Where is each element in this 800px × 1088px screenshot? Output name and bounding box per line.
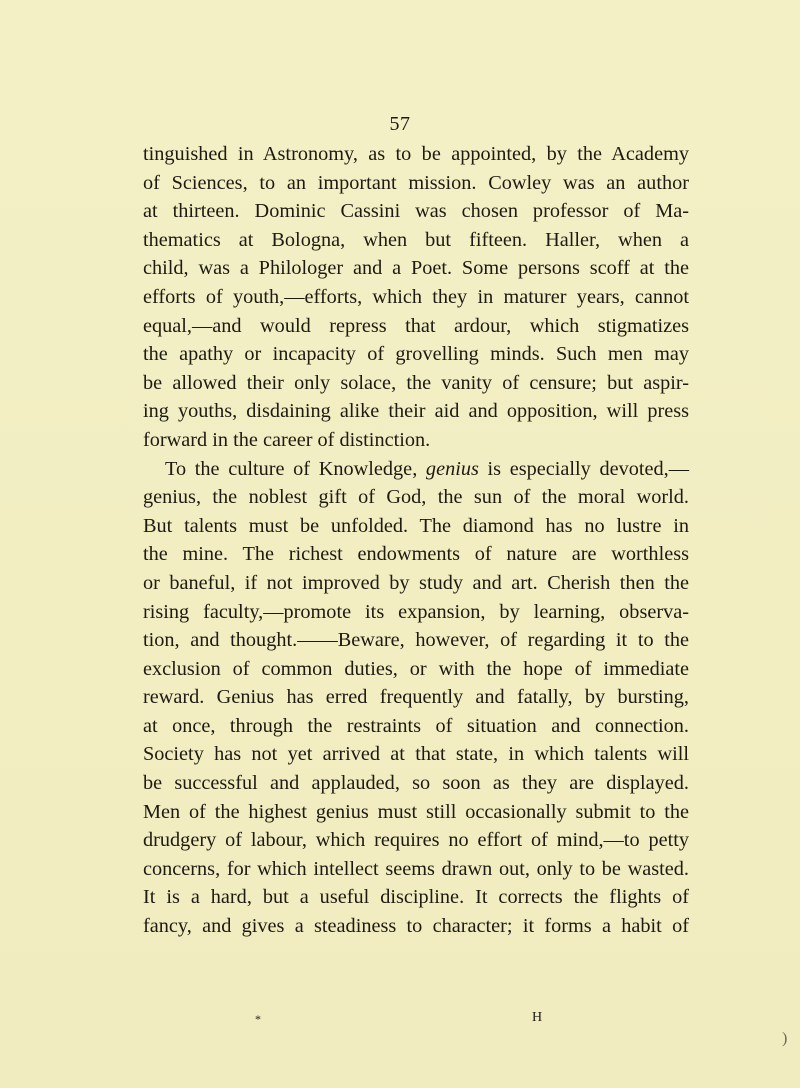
text-line: be allowed their only solace, the vanity of censure; but aspir- (143, 371, 689, 394)
text-line: be successful and applauded, so soon as they are displayed. (143, 772, 689, 795)
body-text (143, 140, 689, 941)
text-line: tinguished in Astronomy, as to be appointed, by the Academy (143, 143, 689, 165)
text-line: Society has not yet arrived at that state, in which talents will (143, 743, 689, 766)
text-line: drudgery of labour, which requires no effort of mind,—to petty (143, 829, 689, 852)
text-line: exclusion of common duties, or with the hope of immediate (143, 657, 689, 680)
text-line: or baneful, if not improved by study and art. Cherish then the (143, 571, 689, 594)
text-line: thematics at Bologna, when but fifteen. Haller, when a (143, 228, 689, 251)
signature-row (250, 1012, 590, 1032)
text-line: child, was a Philologer and a Poet. Some persons scoff at the (143, 257, 689, 280)
text-line: efforts of youth,—efforts, which they in maturer years, cannot (143, 285, 689, 308)
signature-mark: * (255, 1012, 261, 1026)
text-line: the apathy or incapacity of grovelling minds. Such men may (143, 343, 689, 366)
text-line: at once, through the restraints of situation and connection. (143, 714, 689, 737)
page-number: 57 (389, 113, 411, 135)
text-line: forward in the career of distinction. (143, 428, 431, 451)
signature-letter: H (532, 1010, 544, 1025)
text-line: of Sciences, to an important mission. Cowley was an author (143, 171, 689, 194)
text-line: ing youths, disdaining alike their aid and opposition, will press (143, 400, 689, 423)
text-line: concerns, for which intellect seems drawn out, only to be wasted. (143, 857, 689, 880)
text-line: fancy, and gives a steadiness to character; it forms a habit of (143, 915, 689, 938)
text-line: equal,—and would repress that ardour, which stigmatizes (143, 314, 689, 337)
text-line: But talents must be unfolded. The diamond has no lustre in (143, 514, 689, 537)
text-line: To the culture of Knowledge, genius is especially devoted,— (165, 457, 689, 480)
text-line: It is a hard, but a useful discipline. It corrects the flights of (143, 886, 689, 909)
text-line: at thirteen. Dominic Cassini was chosen professor of Ma- (143, 200, 689, 223)
text-line: Men of the highest genius must still occasionally submit to the (143, 800, 689, 823)
text-line: reward. Genius has erred frequently and fatally, by bursting, (143, 686, 689, 709)
emphasized-word: genius (425, 457, 479, 480)
text-line: rising faculty,—promote its expansion, by learning, observa- (143, 600, 689, 623)
text-line: tion, and thought.——Beware, however, of regarding it to the (143, 629, 689, 652)
text-line: the mine. The richest endowments of nature are worthless (143, 543, 689, 566)
text-line: genius, the noblest gift of God, the sun of the moral world. (143, 486, 689, 509)
margin-mark: ) (782, 1030, 788, 1047)
